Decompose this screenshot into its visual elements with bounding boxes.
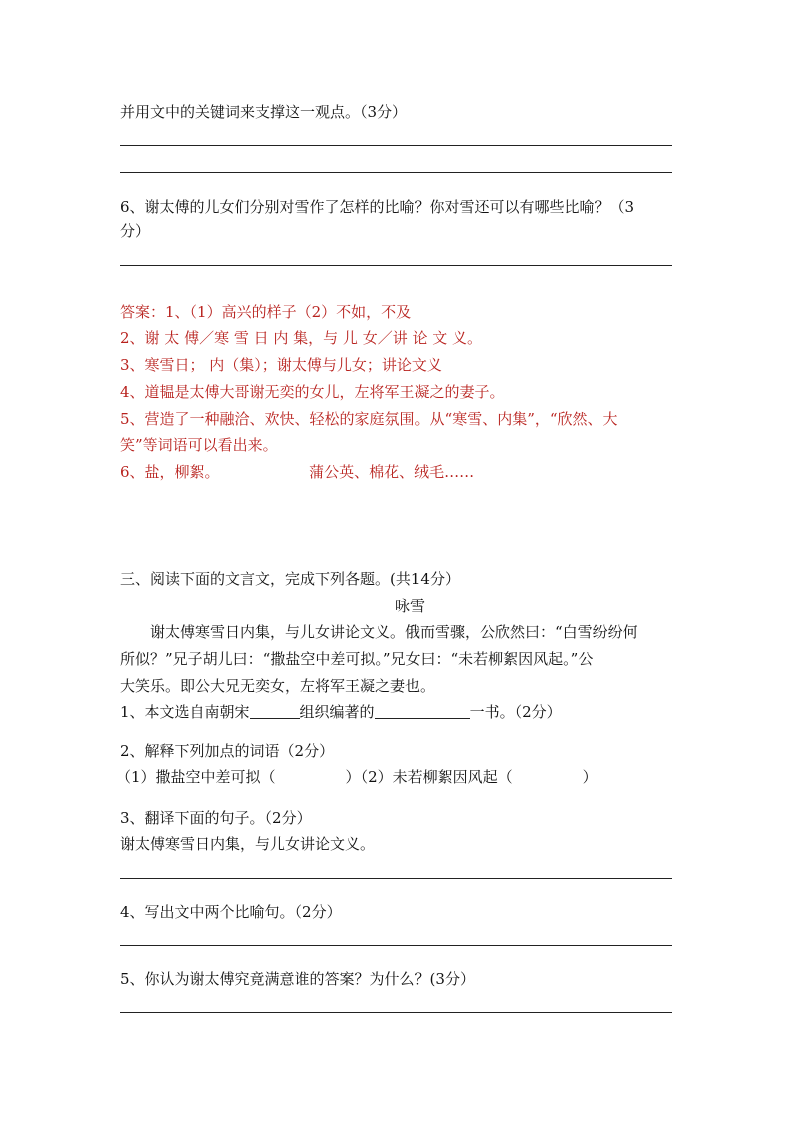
- answer-line: [120, 945, 672, 946]
- answer-5-line2: 笑”等词语可以看出来。: [120, 436, 278, 454]
- question-3-2: 2、解释下列加点的词语（2分）: [120, 742, 335, 760]
- sub-item-1-close: ）: [345, 768, 361, 786]
- answer-4: 4、道韫是太傅大哥谢无奕的女儿，左将军王凝之的妻子。: [120, 383, 505, 401]
- fill-blank[interactable]: [375, 702, 470, 719]
- answer-line: [120, 1012, 672, 1013]
- answer-line: [120, 172, 672, 173]
- sub-item-2-close: ）: [582, 768, 598, 786]
- sub-item-2: （2）未若柳絮因风起（: [360, 768, 513, 786]
- answer-line: [120, 265, 672, 266]
- question-6-line1: 6、谢太傅的儿女们分别对雪作了怎样的比喻？你对雪还可以有哪些比喻？（3: [120, 198, 635, 216]
- section-3-heading: 三、阅读下面的文言文，完成下列各题。(共14分）: [120, 570, 460, 588]
- question-3-1: [120, 702, 672, 722]
- question-3-1-part-b: 组织编著的: [299, 703, 375, 721]
- answer-3: 3、寒雪日； 内（集）；谢太傅与儿女；讲论文义: [120, 356, 442, 374]
- answer-line: [120, 145, 672, 146]
- question-3-1-part-c: 一书。（2分）: [469, 703, 562, 721]
- question-6-line2: 分）: [120, 222, 151, 240]
- answer-6-right: 蒲公英、棉花、绒毛……: [309, 463, 475, 481]
- question-3-3: 3、翻译下面的句子。（2分）: [120, 809, 312, 827]
- question-continuation: 并用文中的关键词来支撑这一观点。（3分）: [120, 103, 408, 121]
- sub-item-1: （1）撒盐空中差可拟（: [116, 768, 276, 786]
- question-3-1-part-a: 1、本文选自南朝宋: [120, 703, 250, 721]
- answer-5-line1: 5、营造了一种融洽、欢快、轻松的家庭氛围。从“寒雪、内集”，“欣然、大: [120, 410, 618, 428]
- answer-6: [120, 462, 672, 482]
- answer-line: [120, 878, 672, 879]
- fill-blank[interactable]: [250, 702, 300, 719]
- answer-2: 2、谢 太 傅／寒 雪 日 内 集，与 儿 女／讲 论 文 义。: [120, 329, 482, 347]
- answer-6-left: 6、盐，柳絮。: [120, 463, 220, 481]
- passage-line3: 大笑乐。即公大兄无奕女，左将军王凝之妻也。: [120, 677, 436, 695]
- passage-title: 咏雪: [394, 597, 425, 615]
- passage-line2: 所似？”兄子胡儿曰：“撒盐空中差可拟。”兄女曰：“未若柳絮因风起。”公: [120, 650, 594, 668]
- question-3-5: 5、你认为谢太傅究竟满意谁的答案？为什么？(3分）: [120, 970, 475, 988]
- question-3-2-items: [116, 767, 668, 787]
- passage-line1: 谢太傅寒雪日内集，与儿女讲论文义。俄而雪骤，公欣然曰：“白雪纷纷何: [150, 623, 638, 641]
- answer-1: 答案：1、（1）高兴的样子（2）不如，不及: [120, 303, 412, 321]
- question-3-3-sentence: 谢太傅寒雪日内集，与儿女讲论文义。: [120, 835, 376, 853]
- question-3-4: 4、写出文中两个比喻句。（2分）: [120, 903, 342, 921]
